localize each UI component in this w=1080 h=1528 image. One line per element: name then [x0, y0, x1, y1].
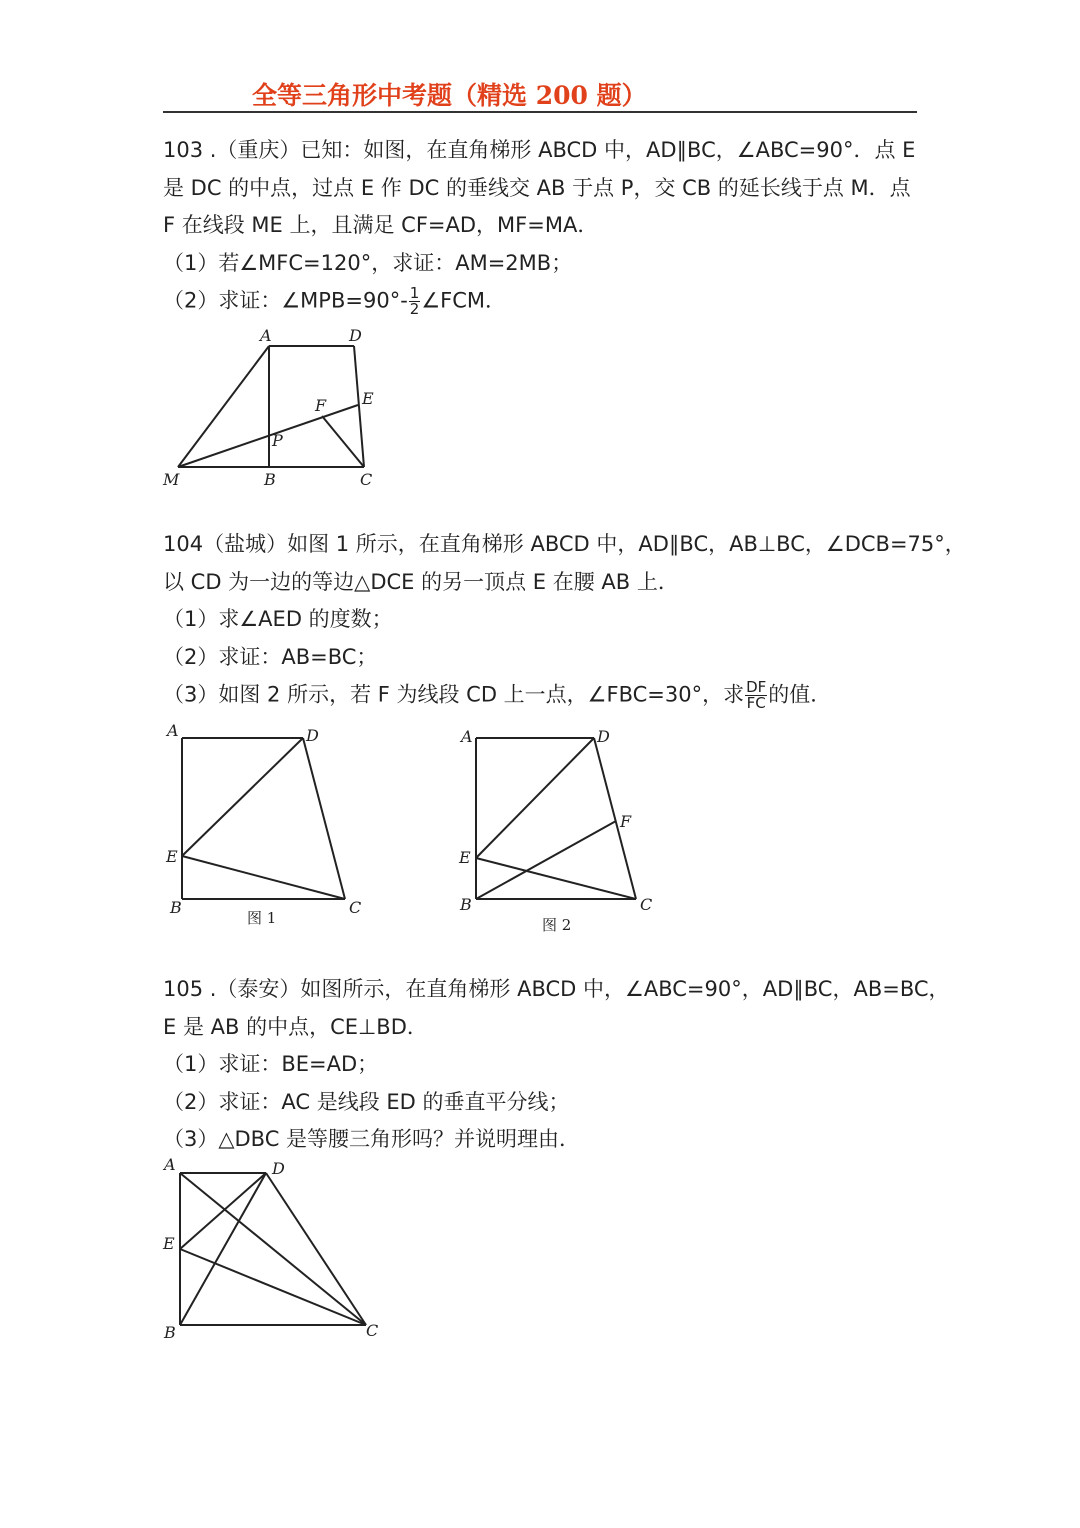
p105-statement-line2: E 是 AB 的中点，CE⊥BD． — [163, 1015, 428, 1039]
p104-q3-prefix: （3）如图 2 所示，若 F 为线段 CD 上一点，∠FBC=30°，求 — [163, 682, 745, 707]
p103-label-F: F — [315, 396, 327, 415]
p104f2-label-E: E — [459, 848, 471, 867]
p104-figure-1 — [158, 718, 378, 933]
p103-statement-line2: 是 DC 的中点，过点 E 作 DC 的垂线交 AB 于点 P，交 CB 的延长线于点 M．点 — [163, 176, 911, 200]
p104f2-label-C: C — [640, 895, 653, 914]
p105-label-D: D — [272, 1159, 285, 1178]
p103-q2-fraction — [409, 286, 421, 317]
p105-label-C: C — [366, 1321, 379, 1340]
p103-segment-MA — [178, 346, 269, 467]
p104f2-caption: 图 2 — [542, 916, 572, 934]
p104f1-segment-DC — [303, 738, 345, 899]
p104f1-label-E: E — [166, 847, 178, 866]
p105-figure — [158, 1152, 388, 1348]
p103-label-C: C — [360, 470, 373, 489]
p103-q2-numerator: 1 — [409, 284, 420, 302]
p104f2-label-B: B — [460, 895, 472, 914]
p104-q3-numerator: DF — [746, 678, 767, 696]
p103-label-D: D — [349, 326, 362, 345]
p105-segment-BD — [180, 1173, 266, 1325]
p104f1-label-C: C — [349, 898, 362, 917]
p105-label-B: B — [164, 1323, 176, 1342]
p104-q3-suffix: 的值． — [768, 682, 832, 707]
p103-statement-line3: F 在线段 ME 上，且满足 CF=AD，MF=MA． — [163, 213, 599, 237]
p104-q3-fraction — [745, 680, 767, 711]
p103-label-E: E — [362, 389, 374, 408]
p104f2-label-F: F — [620, 812, 632, 831]
p104f1-caption: 图 1 — [247, 909, 277, 927]
p104f2-label-D: D — [597, 727, 610, 746]
page-title: 全等三角形中考题（精选 200 题） — [252, 81, 647, 110]
header-rule — [163, 111, 917, 113]
p104-statement-line1: 104（盐城）如图 1 所示，在直角梯形 ABCD 中，AD∥BC，AB⊥BC，∠DCB=75°， — [163, 532, 966, 556]
p104f2-segment-EC — [476, 858, 636, 899]
p104-question-2: （2）求证：AB=BC； — [163, 645, 378, 669]
p105-segment-EC — [180, 1249, 366, 1325]
p103-question-2 — [163, 286, 506, 317]
p103-q2-suffix: ∠FCM． — [421, 288, 507, 313]
p104f1-label-A: A — [167, 721, 179, 740]
p103-figure — [158, 322, 388, 494]
p105-question-3: （3）△DBC 是等腰三角形吗？并说明理由． — [163, 1127, 581, 1151]
p104f2-segment-ED — [476, 738, 594, 858]
p104f1-label-B: B — [170, 898, 182, 917]
p103-segment-FC — [322, 416, 364, 467]
p103-q2-denominator: 2 — [409, 300, 420, 318]
p104f1-label-D: D — [306, 726, 319, 745]
p105-statement-line1: 105 .（泰安）如图所示，在直角梯形 ABCD 中，∠ABC=90°，AD∥BC，AB=BC， — [163, 977, 950, 1001]
p104f2-label-A: A — [461, 727, 473, 746]
p103-q2-prefix: （2）求证：∠MPB=90°- — [163, 288, 408, 313]
p103-label-M: M — [163, 470, 180, 489]
p103-label-A: A — [260, 326, 272, 345]
p104f1-segment-EC — [182, 856, 345, 899]
p104-question-1: （1）求∠AED 的度数； — [163, 607, 393, 631]
p104f1-segment-ED — [182, 738, 303, 856]
p105-question-1: （1）求证：BE=AD； — [163, 1052, 379, 1076]
p105-question-2: （2）求证：AC 是线段 ED 的垂直平分线； — [163, 1090, 570, 1114]
p104f2-segment-BF — [476, 821, 616, 899]
p105-label-A: A — [164, 1155, 176, 1174]
p103-label-B: B — [264, 470, 276, 489]
p103-question-1: （1）若∠MFC=120°，求证：AM=2MB； — [163, 251, 573, 275]
p104-q3-denominator: FC — [746, 694, 766, 712]
p104-question-3 — [163, 680, 831, 711]
p105-segment-DC — [266, 1173, 366, 1325]
p104-figure-2 — [452, 718, 672, 940]
p103-label-P: P — [272, 431, 283, 450]
p105-segment-AC — [180, 1173, 366, 1325]
p105-label-E: E — [163, 1234, 175, 1253]
p104-statement-line2: 以 CD 为一边的等边△DCE 的另一顶点 E 在腰 AB 上． — [163, 570, 679, 594]
p103-statement-line1: 103 .（重庆）已知：如图，在直角梯形 ABCD 中，AD∥BC，∠ABC=90°．点 E — [163, 138, 916, 162]
